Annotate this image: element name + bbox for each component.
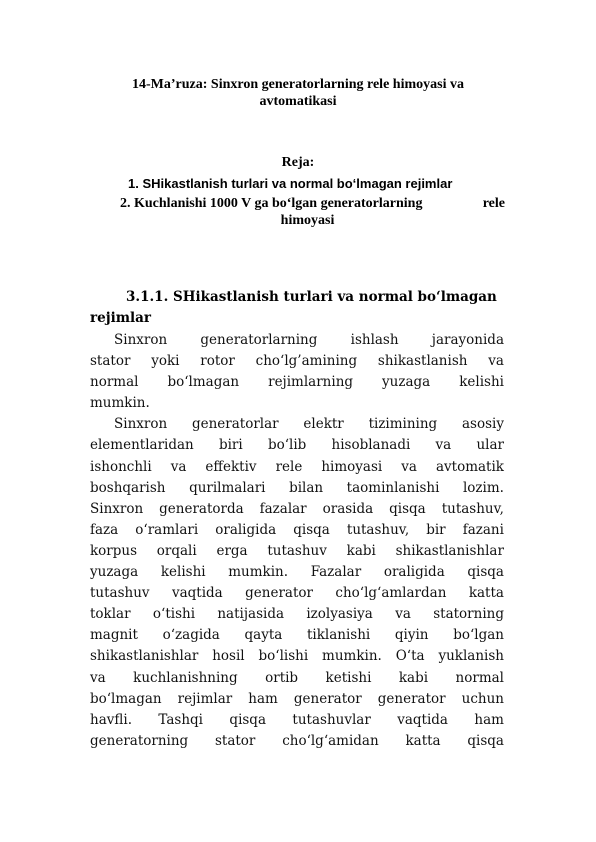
word: uchun xyxy=(461,690,504,707)
word: o‘ramlari xyxy=(135,521,199,538)
word: mumkin. xyxy=(90,395,150,412)
word: orqali xyxy=(156,542,197,559)
word: ham xyxy=(474,711,504,728)
word: ham xyxy=(248,690,278,707)
word: elementlaridan xyxy=(90,437,194,454)
word: qiyin xyxy=(394,627,429,644)
paragraph-line xyxy=(90,435,504,456)
paragraph-line xyxy=(90,541,504,562)
word: asosiy xyxy=(462,416,504,433)
word: o‘zagida xyxy=(162,627,220,644)
word: izolyasiya xyxy=(306,606,373,623)
paragraph-line xyxy=(90,478,504,499)
word: fazani xyxy=(462,521,504,538)
word: generator xyxy=(377,690,446,707)
plan-item-2 xyxy=(120,195,505,229)
word: tiklanishi xyxy=(306,627,371,644)
plan-item-2-continuation: himoyasi xyxy=(280,213,335,228)
word: tutashuv xyxy=(267,542,327,559)
word: va xyxy=(435,437,452,454)
word: shikastlanishlar xyxy=(395,542,504,559)
word: bilan xyxy=(289,479,324,496)
paragraph-line xyxy=(90,520,504,541)
word: bir xyxy=(426,521,446,538)
paragraph-line xyxy=(90,393,504,414)
word: kuchlanishning xyxy=(133,669,238,686)
word: yuklanish xyxy=(438,648,504,665)
word: bo‘lib xyxy=(267,437,307,454)
word: elektr xyxy=(303,416,344,433)
paragraph-line xyxy=(90,604,504,625)
word: va xyxy=(401,458,417,475)
word: tutashuvlar xyxy=(292,711,371,728)
paragraph-line xyxy=(90,731,504,752)
word: generatorning xyxy=(90,732,189,749)
word: rotor xyxy=(200,353,235,370)
paragraph-line xyxy=(90,351,504,372)
word: qisqa xyxy=(293,521,330,538)
word: statorning xyxy=(433,606,504,623)
word: boshqarish xyxy=(90,479,166,496)
word: Sinxron xyxy=(114,416,168,433)
paragraph-line xyxy=(90,330,504,351)
word: ishlash xyxy=(350,332,399,348)
lecture-title xyxy=(90,76,506,110)
word: va xyxy=(90,669,106,686)
word: hisoblanadi xyxy=(331,437,411,454)
word: ular xyxy=(476,437,504,454)
word: jarayonida xyxy=(431,332,504,348)
word: tizimining xyxy=(368,416,438,433)
word: shikastlanishlar xyxy=(90,648,199,665)
word: Sinxron xyxy=(114,332,168,348)
word: taominlanishi xyxy=(346,479,440,496)
section-heading-line: rejimlar xyxy=(90,310,151,326)
word: kabi xyxy=(398,669,429,686)
word: stator xyxy=(214,732,256,749)
word: yuzaga xyxy=(382,374,431,391)
word: normal xyxy=(90,374,139,391)
paragraph-line xyxy=(90,646,504,667)
word: ortib xyxy=(265,669,299,686)
word: tutashuv, xyxy=(346,521,410,538)
paragraph-line xyxy=(90,414,504,435)
word: rele xyxy=(275,458,303,475)
word: vaqtida xyxy=(397,711,448,728)
word: Fazalar xyxy=(310,564,362,581)
word: tutashuv xyxy=(90,585,150,602)
paragraph-body xyxy=(90,330,504,752)
paragraph-line xyxy=(90,689,504,710)
title-line: avtomatikasi xyxy=(259,94,337,109)
word: korpus xyxy=(90,542,138,559)
word: kelishi xyxy=(160,564,206,581)
word: O‘ta xyxy=(395,648,425,665)
word: ketishi xyxy=(325,669,372,686)
word: cho‘lg’amining xyxy=(255,353,358,370)
word: yuzaga xyxy=(90,564,139,581)
word: generatorlar xyxy=(191,416,279,433)
word: lozim. xyxy=(462,479,504,496)
word: avtomatik xyxy=(435,458,504,475)
word: orasida xyxy=(322,500,374,517)
paragraph-line xyxy=(90,710,504,731)
section-heading xyxy=(90,287,504,329)
paragraph-line xyxy=(90,457,504,478)
word: generatorda xyxy=(159,500,244,517)
paragraph-line xyxy=(90,499,504,520)
word: bo‘lmagan xyxy=(167,374,240,391)
word: katta xyxy=(468,585,504,602)
word: bo‘lishi xyxy=(258,648,309,665)
word: shikastlanish xyxy=(377,353,468,370)
word: qisqa xyxy=(467,564,504,581)
word: effektiv xyxy=(205,458,257,475)
word: generator xyxy=(245,585,313,602)
word: qisqa xyxy=(467,732,504,749)
word: yoki xyxy=(151,353,180,370)
word: qurilmalari xyxy=(189,479,266,496)
word: normal xyxy=(455,669,504,686)
word: qisqa xyxy=(229,711,266,728)
word: va xyxy=(170,458,187,475)
word: rejimlarning xyxy=(268,374,354,391)
paragraph-line xyxy=(90,562,504,583)
word: va xyxy=(488,353,504,370)
word: tutashuv, xyxy=(441,500,504,517)
plan-item-2-text: rele xyxy=(482,196,505,211)
word: oraligida xyxy=(215,521,277,538)
title-line: 14-Ma’ruza: Sinxron generatorlarning rele himoyasi va xyxy=(132,77,464,92)
word: qisqa xyxy=(389,500,426,517)
plan-item-2-text: 2. Kuchlanishi 1000 V ga bo‘lgan generatorlarning xyxy=(120,196,423,211)
word: cho‘lg‘amlardan xyxy=(335,585,447,602)
word: Sinxron xyxy=(90,500,144,517)
word: natijasida xyxy=(217,606,285,623)
word: qayta xyxy=(244,627,283,644)
word: generatorlarning xyxy=(200,332,318,348)
word: va xyxy=(395,606,411,623)
word: biri xyxy=(218,437,243,454)
word: Tashqi xyxy=(158,711,203,728)
word: kelishi xyxy=(459,374,504,391)
word: mumkin. xyxy=(322,648,382,665)
word: katta xyxy=(405,732,441,749)
word: himoyasi xyxy=(321,458,383,475)
word: erga xyxy=(216,542,248,559)
word: stator xyxy=(90,353,131,370)
word: bo‘lgan xyxy=(453,627,504,644)
word: ishonchli xyxy=(90,458,152,475)
section-heading-line: 3.1.1. SHikastlanish turlari va normal bo‘lmagan xyxy=(126,289,497,305)
word: havfli. xyxy=(90,711,132,728)
paragraph-line xyxy=(90,625,504,646)
word: toklar xyxy=(90,606,131,623)
word: bo‘lmagan xyxy=(90,690,162,707)
word: rejimlar xyxy=(177,690,233,707)
word: kabi xyxy=(346,542,376,559)
paragraph-line xyxy=(90,668,504,689)
paragraph-line xyxy=(90,583,504,604)
word: magnit xyxy=(90,627,138,644)
word: o‘tishi xyxy=(152,606,196,623)
word: faza xyxy=(90,521,119,538)
paragraph-line xyxy=(90,372,504,393)
word: cho‘lg‘amidan xyxy=(282,732,379,749)
word: generator xyxy=(293,690,362,707)
word: mumkin. xyxy=(228,564,289,581)
plan-item-1: 1. SHikastlanish turlari va normal bo‘lmagan rejimlar xyxy=(128,176,453,191)
word: oraligida xyxy=(383,564,445,581)
word: fazalar xyxy=(259,500,307,517)
word: hosil xyxy=(212,648,245,665)
plan-heading: Reja: xyxy=(281,155,315,170)
word: vaqtida xyxy=(171,585,223,602)
